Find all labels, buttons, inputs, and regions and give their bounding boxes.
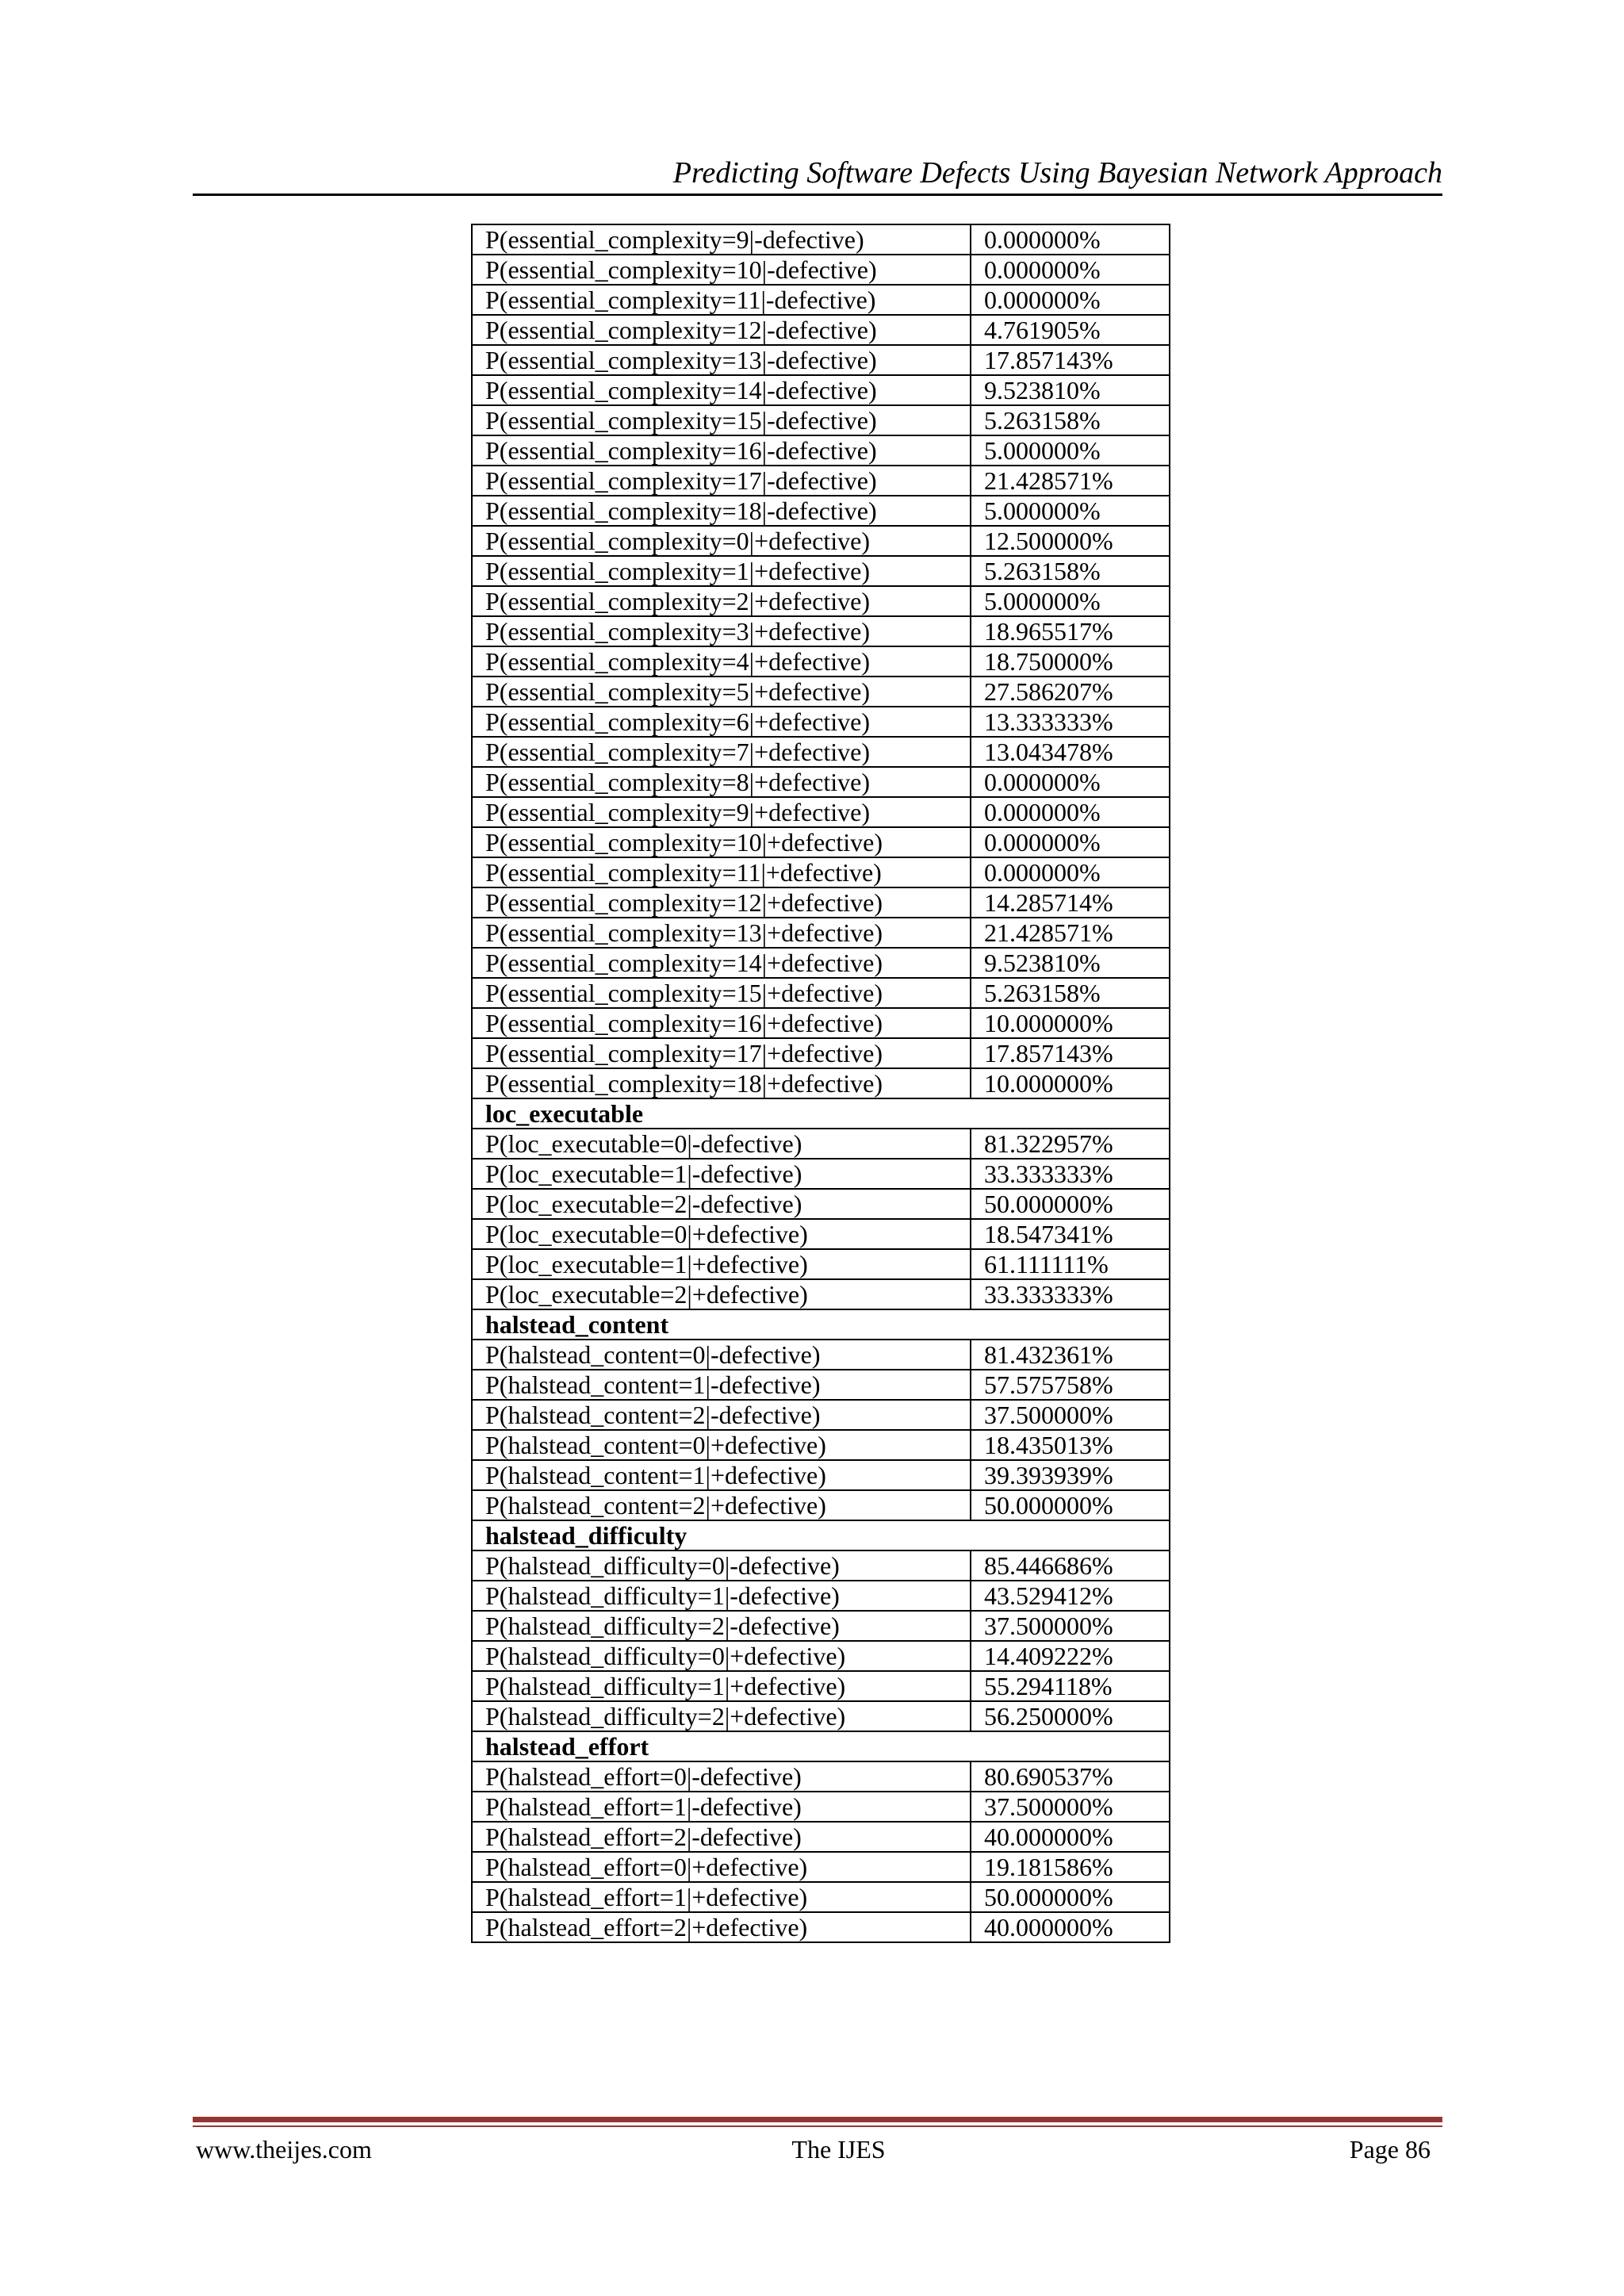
probability-value: 37.500000% bbox=[971, 1792, 1170, 1822]
probability-label: P(halstead_effort=2|+defective) bbox=[472, 1912, 971, 1942]
probability-value: 81.432361% bbox=[971, 1340, 1170, 1370]
probability-label: P(essential_complexity=17|-defective) bbox=[472, 466, 971, 496]
probability-label: P(essential_complexity=13|-defective) bbox=[472, 345, 971, 375]
table-row bbox=[472, 1430, 1170, 1460]
probability-value: 33.333333% bbox=[971, 1159, 1170, 1189]
header-rule bbox=[193, 194, 1442, 196]
table-row bbox=[472, 797, 1170, 827]
running-header-title: Predicting Software Defects Using Bayesian Network Approach bbox=[672, 156, 1442, 190]
probability-label: P(essential_complexity=11|-defective) bbox=[472, 285, 971, 315]
probability-label: P(essential_complexity=16|-defective) bbox=[472, 435, 971, 466]
table-row bbox=[472, 556, 1170, 586]
probability-value: 14.285714% bbox=[971, 887, 1170, 918]
table-row bbox=[472, 978, 1170, 1008]
probability-label: P(essential_complexity=10|+defective) bbox=[472, 827, 971, 857]
table-row bbox=[472, 1249, 1170, 1279]
probability-label: P(halstead_effort=2|-defective) bbox=[472, 1822, 971, 1852]
probability-label: P(essential_complexity=4|+defective) bbox=[472, 646, 971, 677]
probability-value: 40.000000% bbox=[971, 1912, 1170, 1942]
probability-value: 5.263158% bbox=[971, 405, 1170, 435]
probability-value: 4.761905% bbox=[971, 315, 1170, 345]
probability-label: P(loc_executable=2|-defective) bbox=[472, 1189, 971, 1219]
probability-label: P(loc_executable=2|+defective) bbox=[472, 1279, 971, 1309]
probability-label: P(essential_complexity=3|+defective) bbox=[472, 616, 971, 646]
section-row bbox=[472, 1098, 1170, 1129]
table-row bbox=[472, 1038, 1170, 1068]
probability-value: 17.857143% bbox=[971, 345, 1170, 375]
table-row bbox=[472, 1460, 1170, 1490]
probability-value: 56.250000% bbox=[971, 1701, 1170, 1731]
probability-value: 13.333333% bbox=[971, 707, 1170, 737]
probability-value: 61.111111% bbox=[971, 1249, 1170, 1279]
probability-value: 18.547341% bbox=[971, 1219, 1170, 1249]
table-row bbox=[472, 1008, 1170, 1038]
probability-label: P(essential_complexity=15|+defective) bbox=[472, 978, 971, 1008]
table-row bbox=[472, 1641, 1170, 1671]
table-row bbox=[472, 948, 1170, 978]
footer-rule-thin bbox=[193, 2125, 1442, 2127]
footer-page-number: Page 86 bbox=[1349, 2135, 1431, 2164]
probability-value: 43.529412% bbox=[971, 1581, 1170, 1611]
table-row bbox=[472, 285, 1170, 315]
table-row bbox=[472, 1279, 1170, 1309]
table-row bbox=[472, 1219, 1170, 1249]
table-row bbox=[472, 1611, 1170, 1641]
probability-value: 0.000000% bbox=[971, 255, 1170, 285]
table-row bbox=[472, 1581, 1170, 1611]
table-row bbox=[472, 315, 1170, 345]
table-row bbox=[472, 1068, 1170, 1098]
probability-label: P(essential_complexity=15|-defective) bbox=[472, 405, 971, 435]
probability-label: P(essential_complexity=14|-defective) bbox=[472, 375, 971, 405]
probability-value: 50.000000% bbox=[971, 1189, 1170, 1219]
probability-value: 37.500000% bbox=[971, 1611, 1170, 1641]
table-row bbox=[472, 1129, 1170, 1159]
table-row bbox=[472, 435, 1170, 466]
section-row bbox=[472, 1520, 1170, 1550]
probability-label: P(loc_executable=0|+defective) bbox=[472, 1219, 971, 1249]
probability-value: 10.000000% bbox=[971, 1008, 1170, 1038]
probability-label: P(essential_complexity=17|+defective) bbox=[472, 1038, 971, 1068]
probability-value: 21.428571% bbox=[971, 466, 1170, 496]
table-row bbox=[472, 1761, 1170, 1792]
probability-value: 9.523810% bbox=[971, 375, 1170, 405]
footer-rule-thick bbox=[193, 2117, 1442, 2122]
table-row bbox=[472, 224, 1170, 255]
probability-label: P(halstead_difficulty=2|+defective) bbox=[472, 1701, 971, 1731]
table-row bbox=[472, 767, 1170, 797]
table-row bbox=[472, 1852, 1170, 1882]
probability-label: P(essential_complexity=18|+defective) bbox=[472, 1068, 971, 1098]
probability-value: 13.043478% bbox=[971, 737, 1170, 767]
section-row bbox=[472, 1731, 1170, 1761]
probability-label: P(essential_complexity=12|-defective) bbox=[472, 315, 971, 345]
probability-label: P(halstead_content=1|-defective) bbox=[472, 1370, 971, 1400]
probability-label: P(halstead_content=1|+defective) bbox=[472, 1460, 971, 1490]
probability-label: P(essential_complexity=18|-defective) bbox=[472, 496, 971, 526]
section-heading: halstead_content bbox=[472, 1309, 1170, 1340]
table-row bbox=[472, 496, 1170, 526]
probability-value: 0.000000% bbox=[971, 827, 1170, 857]
probability-value: 50.000000% bbox=[971, 1882, 1170, 1912]
probability-value: 10.000000% bbox=[971, 1068, 1170, 1098]
probability-label: P(halstead_difficulty=1|+defective) bbox=[472, 1671, 971, 1701]
table-row bbox=[472, 1490, 1170, 1520]
probability-table-body bbox=[472, 224, 1170, 1942]
probability-value: 21.428571% bbox=[971, 918, 1170, 948]
table-row bbox=[472, 345, 1170, 375]
probability-label: P(essential_complexity=7|+defective) bbox=[472, 737, 971, 767]
probability-value: 14.409222% bbox=[971, 1641, 1170, 1671]
table-row bbox=[472, 1671, 1170, 1701]
table-row bbox=[472, 1340, 1170, 1370]
probability-label: P(halstead_content=2|+defective) bbox=[472, 1490, 971, 1520]
probability-value: 5.000000% bbox=[971, 435, 1170, 466]
table-row bbox=[472, 1822, 1170, 1852]
probability-value: 40.000000% bbox=[971, 1822, 1170, 1852]
probability-label: P(halstead_difficulty=0|+defective) bbox=[472, 1641, 971, 1671]
probability-value: 5.263158% bbox=[971, 556, 1170, 586]
table-row bbox=[472, 918, 1170, 948]
probability-label: P(essential_complexity=8|+defective) bbox=[472, 767, 971, 797]
probability-value: 27.586207% bbox=[971, 677, 1170, 707]
table-row bbox=[472, 586, 1170, 616]
probability-label: P(halstead_effort=0|-defective) bbox=[472, 1761, 971, 1792]
footer-journal: The IJES bbox=[791, 2135, 886, 2164]
probability-value: 0.000000% bbox=[971, 224, 1170, 255]
probability-value: 18.750000% bbox=[971, 646, 1170, 677]
section-heading: halstead_effort bbox=[472, 1731, 1170, 1761]
probability-label: P(halstead_effort=0|+defective) bbox=[472, 1852, 971, 1882]
table-row bbox=[472, 1189, 1170, 1219]
probability-label: P(essential_complexity=11|+defective) bbox=[472, 857, 971, 887]
probability-label: P(halstead_content=0|-defective) bbox=[472, 1340, 971, 1370]
probability-label: P(loc_executable=1|+defective) bbox=[472, 1249, 971, 1279]
probability-value: 17.857143% bbox=[971, 1038, 1170, 1068]
probability-value: 57.575758% bbox=[971, 1370, 1170, 1400]
probability-value: 0.000000% bbox=[971, 285, 1170, 315]
probability-label: P(halstead_difficulty=2|-defective) bbox=[472, 1611, 971, 1641]
table-row bbox=[472, 466, 1170, 496]
probability-label: P(essential_complexity=13|+defective) bbox=[472, 918, 971, 948]
probability-label: P(essential_complexity=10|-defective) bbox=[472, 255, 971, 285]
probability-value: 0.000000% bbox=[971, 767, 1170, 797]
probability-value: 50.000000% bbox=[971, 1490, 1170, 1520]
probability-label: P(halstead_difficulty=0|-defective) bbox=[472, 1550, 971, 1581]
table-row bbox=[472, 827, 1170, 857]
probability-value: 12.500000% bbox=[971, 526, 1170, 556]
table-row bbox=[472, 1792, 1170, 1822]
probability-label: P(essential_complexity=14|+defective) bbox=[472, 948, 971, 978]
probability-value: 33.333333% bbox=[971, 1279, 1170, 1309]
probability-label: P(halstead_effort=1|+defective) bbox=[472, 1882, 971, 1912]
table-row bbox=[472, 857, 1170, 887]
table-row bbox=[472, 526, 1170, 556]
probability-label: P(essential_complexity=16|+defective) bbox=[472, 1008, 971, 1038]
probability-value: 85.446686% bbox=[971, 1550, 1170, 1581]
probability-value: 5.000000% bbox=[971, 496, 1170, 526]
probability-label: P(essential_complexity=9|+defective) bbox=[472, 797, 971, 827]
table-row bbox=[472, 405, 1170, 435]
probability-label: P(essential_complexity=6|+defective) bbox=[472, 707, 971, 737]
table-row bbox=[472, 1701, 1170, 1731]
footer-website: www.theijes.com bbox=[196, 2135, 372, 2164]
table-row bbox=[472, 1159, 1170, 1189]
probability-value: 0.000000% bbox=[971, 797, 1170, 827]
probability-label: P(essential_complexity=2|+defective) bbox=[472, 586, 971, 616]
probability-value: 0.000000% bbox=[971, 857, 1170, 887]
probability-label: P(essential_complexity=9|-defective) bbox=[472, 224, 971, 255]
probability-value: 55.294118% bbox=[971, 1671, 1170, 1701]
probability-value: 5.263158% bbox=[971, 978, 1170, 1008]
probability-value: 18.965517% bbox=[971, 616, 1170, 646]
section-heading: loc_executable bbox=[472, 1098, 1170, 1129]
probability-value: 80.690537% bbox=[971, 1761, 1170, 1792]
probability-label: P(halstead_difficulty=1|-defective) bbox=[472, 1581, 971, 1611]
probability-label: P(essential_complexity=0|+defective) bbox=[472, 526, 971, 556]
probability-value: 19.181586% bbox=[971, 1852, 1170, 1882]
probability-value: 5.000000% bbox=[971, 586, 1170, 616]
table-row bbox=[472, 887, 1170, 918]
table-row bbox=[472, 1882, 1170, 1912]
probability-label: P(halstead_content=2|-defective) bbox=[472, 1400, 971, 1430]
probability-value: 37.500000% bbox=[971, 1400, 1170, 1430]
probability-value: 9.523810% bbox=[971, 948, 1170, 978]
probability-value: 39.393939% bbox=[971, 1460, 1170, 1490]
section-row bbox=[472, 1309, 1170, 1340]
table-row bbox=[472, 1912, 1170, 1942]
probability-label: P(halstead_effort=1|-defective) bbox=[472, 1792, 971, 1822]
probability-label: P(essential_complexity=12|+defective) bbox=[472, 887, 971, 918]
table-row bbox=[472, 707, 1170, 737]
table-row bbox=[472, 255, 1170, 285]
section-heading: halstead_difficulty bbox=[472, 1520, 1170, 1550]
probability-value: 81.322957% bbox=[971, 1129, 1170, 1159]
table-row bbox=[472, 616, 1170, 646]
probability-label: P(essential_complexity=5|+defective) bbox=[472, 677, 971, 707]
probability-label: P(halstead_content=0|+defective) bbox=[472, 1430, 971, 1460]
table-row bbox=[472, 677, 1170, 707]
probability-label: P(loc_executable=0|-defective) bbox=[472, 1129, 971, 1159]
table-row bbox=[472, 1370, 1170, 1400]
table-row bbox=[472, 737, 1170, 767]
table-row bbox=[472, 1550, 1170, 1581]
probability-label: P(loc_executable=1|-defective) bbox=[472, 1159, 971, 1189]
table-row bbox=[472, 1400, 1170, 1430]
probability-table bbox=[471, 224, 1170, 1943]
probability-label: P(essential_complexity=1|+defective) bbox=[472, 556, 971, 586]
probability-value: 18.435013% bbox=[971, 1430, 1170, 1460]
table-row bbox=[472, 375, 1170, 405]
table-row bbox=[472, 646, 1170, 677]
